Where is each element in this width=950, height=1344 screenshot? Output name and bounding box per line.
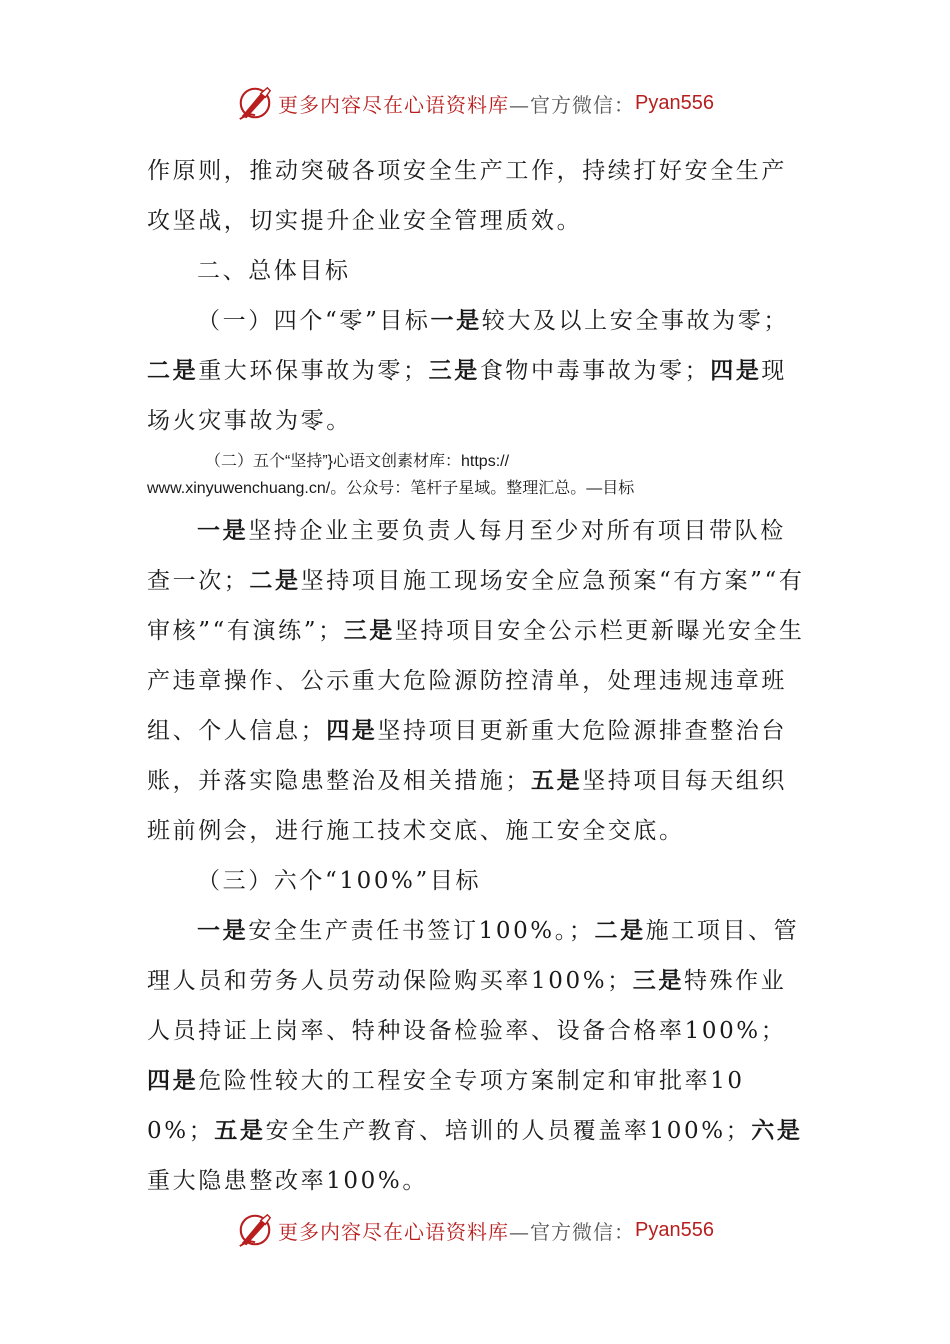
section-heading: 二、总体目标 — [197, 258, 351, 284]
banner-wechat-id: Pyan556 — [635, 1218, 714, 1241]
item-key: 一是 — [197, 517, 249, 544]
item-key: 三是 — [632, 967, 684, 994]
note-line-2: www.xinyuwenchuang.cn/。公众号：笔杆子星域。整理汇总。—目标 — [147, 480, 635, 497]
item-text: 坚持项目施工现场安全应急预案“有方案”“有审核”“有演练”； — [147, 568, 805, 644]
footer-banner — [0, 1205, 950, 1255]
header-banner — [0, 78, 950, 128]
item-text: 安全生产教育、培训的人员覆盖率100%； — [265, 1118, 752, 1144]
banner-separator: —官方微信： — [509, 1219, 636, 1244]
item-text: 危险性较大的工程安全专项方案制定和审批率100%； — [147, 1068, 745, 1144]
item-text: 坚持项目每天组织班前例会，进行施工技术交底、施工安全交底。 — [147, 768, 788, 844]
item-text: 安全生产责任书签订100%。； — [248, 918, 595, 944]
note-line-1: （二）五个“坚持”}心语文创素材库：https:// — [205, 453, 510, 470]
item-key: 五是 — [531, 767, 583, 794]
item-key: 三是 — [428, 357, 480, 384]
item-text: 坚持项目安全公示栏更新曝光安全生产违章操作、公示重大危险源防控清单，处理违规违章班组、个人信息； — [147, 618, 805, 744]
item-key: 二是 — [249, 567, 301, 594]
item-key: 五是 — [214, 1117, 266, 1144]
banner-separator: —官方微信： — [509, 92, 636, 117]
item-key: 四是 — [710, 357, 762, 384]
item-key: 四是 — [147, 1067, 199, 1094]
item-key: 二是 — [594, 917, 646, 944]
banner-text: 更多内容尽在心语资料库 — [278, 1219, 510, 1244]
item-text: 现场火灾事故为零。 — [147, 358, 788, 434]
item-key: 一是 — [430, 307, 482, 334]
item-text: 重大环保事故为零； — [198, 358, 429, 384]
item-key: 一是 — [197, 917, 249, 944]
paragraph-five-persist — [147, 506, 807, 856]
item-text: 施工项目、管理人员和劳务人员劳动保险购买率100%； — [147, 918, 800, 994]
banner-text: 更多内容尽在心语资料库 — [278, 92, 510, 117]
item-text: 重大隐患整改率100%。 — [147, 1168, 428, 1194]
paragraph-intro: 作原则，推动突破各项安全生产工作，持续打好安全生产攻坚战，切实提升企业安全管理质效。 — [147, 158, 787, 234]
item-text: 食物中毒事故为零； — [479, 358, 711, 384]
banner-wechat-id: Pyan556 — [635, 91, 714, 114]
pen-nib-icon — [236, 1211, 274, 1249]
item-text: 坚持企业主要负责人每月至少对所有项目带队检查一次； — [147, 518, 786, 594]
item-text: 坚持项目更新重大危险源排查整治台账，并落实隐患整治及相关措施； — [147, 718, 788, 794]
subsection-title: （一）四个“零”目标 — [197, 308, 431, 334]
paragraph-six-100 — [147, 906, 807, 1206]
subsection-title-100: （三）六个“100%”目标 — [197, 868, 482, 894]
pen-nib-icon — [236, 84, 274, 122]
item-key: 二是 — [147, 357, 199, 384]
item-key: 四是 — [326, 717, 378, 744]
paragraph-four-zero — [147, 296, 807, 446]
watermark-note — [147, 448, 807, 502]
item-text: 特殊作业人员持证上岗率、特种设备检验率、设备合格率100%； — [147, 968, 787, 1044]
item-key: 三是 — [343, 617, 395, 644]
item-text: 较大及以上安全事故为零； — [481, 308, 789, 334]
item-key: 六是 — [751, 1117, 803, 1144]
document-body — [147, 146, 807, 1206]
